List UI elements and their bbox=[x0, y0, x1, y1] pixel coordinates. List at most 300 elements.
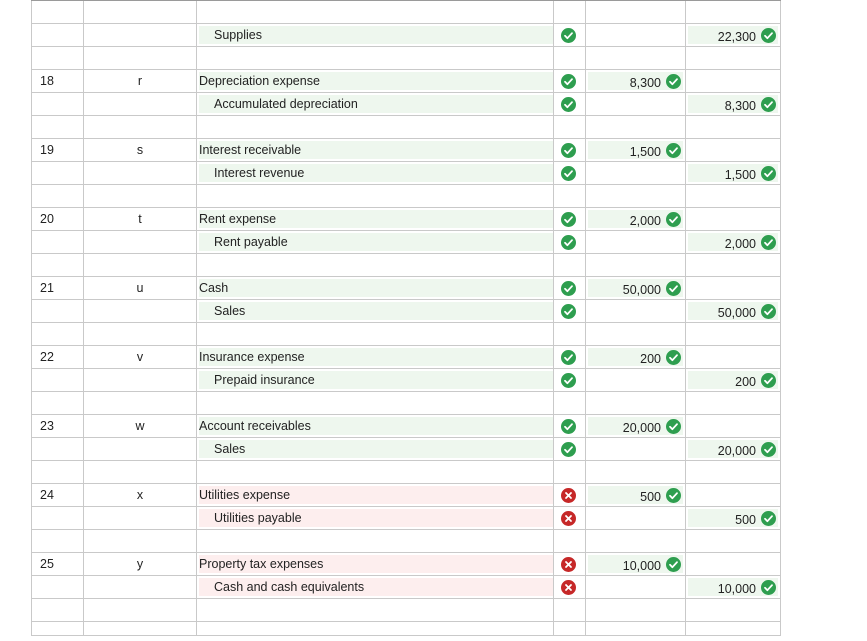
acct-cell bbox=[196, 576, 553, 598]
debit-account-field[interactable] bbox=[199, 210, 553, 228]
num-cell bbox=[31, 369, 83, 391]
entry-number: 23 bbox=[40, 419, 54, 433]
acct-cell bbox=[196, 277, 553, 299]
acct-cell bbox=[196, 208, 553, 230]
check-circle-icon bbox=[761, 28, 776, 43]
debit-account-name: Depreciation expense bbox=[199, 74, 320, 88]
credit-amount: 22,300 bbox=[717, 30, 756, 44]
acct-cell bbox=[196, 622, 553, 635]
blank-row bbox=[31, 116, 781, 139]
acct-cell bbox=[196, 70, 553, 92]
acct-cell bbox=[196, 1, 553, 23]
acct-cell bbox=[196, 47, 553, 69]
debit-amount: 50,000 bbox=[622, 283, 661, 297]
credit-account-name: Utilities payable bbox=[214, 511, 302, 525]
check-circle-icon bbox=[561, 442, 576, 457]
entry-number: 18 bbox=[40, 74, 54, 88]
table-row bbox=[31, 162, 781, 185]
debit-amount-field[interactable] bbox=[588, 279, 683, 297]
credit-cell bbox=[685, 346, 781, 368]
credit-cell bbox=[685, 139, 781, 161]
table-row bbox=[31, 438, 781, 461]
chk-cell bbox=[553, 300, 585, 322]
debit-cell bbox=[585, 277, 685, 299]
debit-amount-field[interactable] bbox=[588, 72, 683, 90]
credit-amount-field[interactable] bbox=[688, 164, 778, 182]
check-circle-icon bbox=[666, 143, 681, 158]
entry-number: 19 bbox=[40, 143, 54, 157]
credit-cell bbox=[685, 599, 781, 621]
debit-cell bbox=[585, 24, 685, 46]
debit-amount: 10,000 bbox=[622, 559, 661, 573]
chk-cell bbox=[553, 254, 585, 276]
credit-account-field[interactable] bbox=[199, 440, 553, 458]
transaction-letter: u bbox=[136, 281, 144, 295]
let-cell bbox=[83, 622, 196, 635]
debit-amount: 500 bbox=[640, 490, 661, 504]
debit-cell bbox=[585, 116, 685, 138]
credit-cell bbox=[685, 323, 781, 345]
credit-cell bbox=[685, 622, 781, 635]
let-cell bbox=[83, 254, 196, 276]
num-cell bbox=[31, 300, 83, 322]
debit-account-field[interactable] bbox=[199, 141, 553, 159]
num-cell bbox=[31, 599, 83, 621]
let-cell bbox=[83, 231, 196, 253]
x-circle-icon bbox=[561, 488, 576, 503]
debit-cell bbox=[585, 185, 685, 207]
acct-cell bbox=[196, 24, 553, 46]
debit-amount-field[interactable] bbox=[588, 210, 683, 228]
journal-entries-table bbox=[31, 0, 781, 636]
let-cell bbox=[83, 47, 196, 69]
check-circle-icon bbox=[761, 511, 776, 526]
check-circle-icon bbox=[666, 557, 681, 572]
credit-account-name: Interest revenue bbox=[214, 166, 305, 180]
let-cell bbox=[83, 507, 196, 529]
entry-number: 25 bbox=[40, 557, 54, 571]
table-row bbox=[31, 369, 781, 392]
debit-amount-field[interactable] bbox=[588, 141, 683, 159]
table-row bbox=[31, 139, 781, 162]
debit-cell bbox=[585, 576, 685, 598]
debit-amount: 1,500 bbox=[629, 145, 661, 159]
chk-cell bbox=[553, 461, 585, 483]
check-circle-icon bbox=[666, 212, 681, 227]
blank-row bbox=[31, 599, 781, 622]
acct-cell bbox=[196, 93, 553, 115]
debit-account-field[interactable] bbox=[199, 486, 553, 504]
table-row bbox=[31, 553, 781, 576]
credit-cell bbox=[685, 369, 781, 391]
credit-account-name: Sales bbox=[214, 304, 246, 318]
check-circle-icon bbox=[561, 350, 576, 365]
debit-cell bbox=[585, 599, 685, 621]
entry-number: 20 bbox=[40, 212, 54, 226]
check-circle-icon bbox=[666, 350, 681, 365]
num-cell bbox=[31, 162, 83, 184]
chk-cell bbox=[553, 346, 585, 368]
let-cell bbox=[83, 1, 196, 23]
credit-cell bbox=[685, 1, 781, 23]
num-cell bbox=[31, 1, 83, 23]
acct-cell bbox=[196, 231, 553, 253]
blank-row bbox=[31, 185, 781, 208]
transaction-letter: s bbox=[136, 143, 144, 157]
num-cell bbox=[31, 254, 83, 276]
credit-amount-field[interactable] bbox=[688, 233, 778, 251]
table-row bbox=[31, 300, 781, 323]
acct-cell bbox=[196, 599, 553, 621]
num-cell bbox=[31, 622, 83, 635]
let-cell bbox=[83, 461, 196, 483]
let-cell bbox=[83, 415, 196, 437]
credit-account-field[interactable] bbox=[199, 302, 553, 320]
check-circle-icon bbox=[561, 143, 576, 158]
credit-account-name: Cash and cash equivalents bbox=[214, 580, 365, 594]
num-cell bbox=[31, 231, 83, 253]
check-circle-icon bbox=[561, 304, 576, 319]
chk-cell bbox=[553, 231, 585, 253]
credit-amount-field[interactable] bbox=[688, 371, 778, 389]
check-circle-icon bbox=[561, 74, 576, 89]
credit-account-field[interactable] bbox=[199, 371, 553, 389]
num-cell bbox=[31, 208, 83, 230]
blank-row bbox=[31, 47, 781, 70]
table-row bbox=[31, 70, 781, 93]
table-row bbox=[31, 622, 781, 636]
credit-amount: 1,500 bbox=[724, 168, 756, 182]
transaction-letter: v bbox=[136, 350, 144, 364]
debit-cell bbox=[585, 392, 685, 414]
table-row bbox=[31, 484, 781, 507]
chk-cell bbox=[553, 185, 585, 207]
blank-row bbox=[31, 254, 781, 277]
chk-cell bbox=[553, 139, 585, 161]
chk-cell bbox=[553, 622, 585, 635]
check-circle-icon bbox=[561, 212, 576, 227]
chk-cell bbox=[553, 208, 585, 230]
debit-amount-field[interactable] bbox=[588, 555, 683, 573]
debit-account-name: Account receivables bbox=[199, 419, 311, 433]
debit-amount-field[interactable] bbox=[588, 486, 683, 504]
credit-cell bbox=[685, 231, 781, 253]
blank-row bbox=[31, 461, 781, 484]
credit-account-field[interactable] bbox=[199, 509, 553, 527]
let-cell bbox=[83, 185, 196, 207]
credit-cell bbox=[685, 185, 781, 207]
credit-cell bbox=[685, 553, 781, 575]
num-cell bbox=[31, 507, 83, 529]
acct-cell bbox=[196, 553, 553, 575]
credit-account-field[interactable] bbox=[199, 95, 553, 113]
let-cell bbox=[83, 484, 196, 506]
chk-cell bbox=[553, 70, 585, 92]
credit-cell bbox=[685, 438, 781, 460]
check-circle-icon bbox=[761, 442, 776, 457]
check-circle-icon bbox=[666, 419, 681, 434]
acct-cell bbox=[196, 116, 553, 138]
chk-cell bbox=[553, 323, 585, 345]
let-cell bbox=[83, 392, 196, 414]
acct-cell bbox=[196, 438, 553, 460]
check-circle-icon bbox=[666, 74, 681, 89]
debit-cell bbox=[585, 231, 685, 253]
let-cell bbox=[83, 576, 196, 598]
credit-cell bbox=[685, 254, 781, 276]
debit-cell bbox=[585, 530, 685, 552]
credit-cell bbox=[685, 576, 781, 598]
debit-cell bbox=[585, 47, 685, 69]
debit-cell bbox=[585, 553, 685, 575]
num-cell bbox=[31, 392, 83, 414]
num-cell bbox=[31, 93, 83, 115]
debit-cell bbox=[585, 300, 685, 322]
chk-cell bbox=[553, 116, 585, 138]
chk-cell bbox=[553, 530, 585, 552]
num-cell bbox=[31, 415, 83, 437]
let-cell bbox=[83, 323, 196, 345]
debit-amount: 20,000 bbox=[622, 421, 661, 435]
check-circle-icon bbox=[761, 97, 776, 112]
table-row bbox=[31, 208, 781, 231]
debit-cell bbox=[585, 139, 685, 161]
table-row bbox=[31, 93, 781, 116]
debit-cell bbox=[585, 323, 685, 345]
check-circle-icon bbox=[561, 373, 576, 388]
transaction-letter: t bbox=[138, 212, 142, 226]
acct-cell bbox=[196, 162, 553, 184]
chk-cell bbox=[553, 415, 585, 437]
chk-cell bbox=[553, 93, 585, 115]
table-row bbox=[31, 576, 781, 599]
acct-cell bbox=[196, 461, 553, 483]
debit-cell bbox=[585, 415, 685, 437]
credit-cell bbox=[685, 116, 781, 138]
credit-account-name: Accumulated depreciation bbox=[214, 97, 358, 111]
acct-cell bbox=[196, 300, 553, 322]
chk-cell bbox=[553, 277, 585, 299]
num-cell bbox=[31, 116, 83, 138]
acct-cell bbox=[196, 530, 553, 552]
acct-cell bbox=[196, 323, 553, 345]
acct-cell bbox=[196, 185, 553, 207]
debit-cell bbox=[585, 622, 685, 635]
credit-amount-field[interactable] bbox=[688, 509, 778, 527]
let-cell bbox=[83, 346, 196, 368]
credit-account-field[interactable] bbox=[199, 164, 553, 182]
credit-amount: 200 bbox=[735, 375, 756, 389]
debit-amount: 2,000 bbox=[629, 214, 661, 228]
credit-cell bbox=[685, 93, 781, 115]
debit-account-field[interactable] bbox=[199, 72, 553, 90]
debit-cell bbox=[585, 346, 685, 368]
debit-account-name: Property tax expenses bbox=[199, 557, 324, 571]
debit-account-field[interactable] bbox=[199, 555, 553, 573]
check-circle-icon bbox=[561, 28, 576, 43]
check-circle-icon bbox=[561, 419, 576, 434]
credit-cell bbox=[685, 461, 781, 483]
table-row bbox=[31, 0, 781, 24]
chk-cell bbox=[553, 24, 585, 46]
credit-cell bbox=[685, 208, 781, 230]
credit-cell bbox=[685, 392, 781, 414]
debit-cell bbox=[585, 507, 685, 529]
debit-cell bbox=[585, 254, 685, 276]
credit-cell bbox=[685, 277, 781, 299]
table-row bbox=[31, 507, 781, 530]
acct-cell bbox=[196, 484, 553, 506]
credit-amount-field[interactable] bbox=[688, 95, 778, 113]
table-row bbox=[31, 415, 781, 438]
credit-account-name: Sales bbox=[214, 442, 246, 456]
transaction-letter: w bbox=[135, 419, 145, 433]
check-circle-icon bbox=[666, 281, 681, 296]
table-row bbox=[31, 346, 781, 369]
debit-account-field[interactable] bbox=[199, 279, 553, 297]
debit-account-name: Cash bbox=[199, 281, 229, 295]
x-circle-icon bbox=[561, 557, 576, 572]
check-circle-icon bbox=[761, 373, 776, 388]
let-cell bbox=[83, 277, 196, 299]
credit-amount-field[interactable] bbox=[688, 302, 778, 320]
transaction-letter: r bbox=[137, 74, 143, 88]
debit-account-name: Interest receivable bbox=[199, 143, 302, 157]
chk-cell bbox=[553, 162, 585, 184]
debit-account-field[interactable] bbox=[199, 417, 553, 435]
chk-cell bbox=[553, 392, 585, 414]
credit-amount-field[interactable] bbox=[688, 440, 778, 458]
num-cell bbox=[31, 139, 83, 161]
num-cell bbox=[31, 576, 83, 598]
credit-account-field[interactable] bbox=[199, 578, 553, 596]
debit-cell bbox=[585, 70, 685, 92]
let-cell bbox=[83, 438, 196, 460]
debit-account-field[interactable] bbox=[199, 348, 553, 366]
let-cell bbox=[83, 162, 196, 184]
table-row bbox=[31, 277, 781, 300]
check-circle-icon bbox=[561, 166, 576, 181]
chk-cell bbox=[553, 599, 585, 621]
transaction-letter: y bbox=[136, 557, 144, 571]
num-cell bbox=[31, 277, 83, 299]
num-cell bbox=[31, 438, 83, 460]
chk-cell bbox=[553, 1, 585, 23]
num-cell bbox=[31, 530, 83, 552]
credit-cell bbox=[685, 415, 781, 437]
debit-cell bbox=[585, 162, 685, 184]
num-cell bbox=[31, 553, 83, 575]
entry-number: 24 bbox=[40, 488, 54, 502]
debit-amount: 8,300 bbox=[629, 76, 661, 90]
check-circle-icon bbox=[561, 97, 576, 112]
let-cell bbox=[83, 369, 196, 391]
credit-amount: 2,000 bbox=[724, 237, 756, 251]
credit-account-name: Prepaid insurance bbox=[214, 373, 315, 387]
table-row bbox=[31, 24, 781, 47]
credit-amount-field[interactable] bbox=[688, 578, 778, 596]
acct-cell bbox=[196, 139, 553, 161]
debit-account-name: Insurance expense bbox=[199, 350, 305, 364]
credit-cell bbox=[685, 300, 781, 322]
chk-cell bbox=[553, 47, 585, 69]
credit-amount: 8,300 bbox=[724, 99, 756, 113]
check-circle-icon bbox=[561, 235, 576, 250]
num-cell bbox=[31, 323, 83, 345]
credit-amount-field[interactable] bbox=[688, 26, 778, 44]
check-circle-icon bbox=[761, 235, 776, 250]
entry-number: 22 bbox=[40, 350, 54, 364]
account-name: Supplies bbox=[214, 28, 262, 42]
let-cell bbox=[83, 530, 196, 552]
credit-account-field[interactable] bbox=[199, 233, 553, 251]
num-cell bbox=[31, 70, 83, 92]
check-circle-icon bbox=[761, 580, 776, 595]
chk-cell bbox=[553, 507, 585, 529]
debit-cell bbox=[585, 484, 685, 506]
let-cell bbox=[83, 116, 196, 138]
chk-cell bbox=[553, 553, 585, 575]
check-circle-icon bbox=[761, 166, 776, 181]
num-cell bbox=[31, 461, 83, 483]
entry-number: 21 bbox=[40, 281, 54, 295]
acct-cell bbox=[196, 415, 553, 437]
acct-cell bbox=[196, 254, 553, 276]
x-circle-icon bbox=[561, 511, 576, 526]
acct-cell bbox=[196, 507, 553, 529]
let-cell bbox=[83, 208, 196, 230]
let-cell bbox=[83, 93, 196, 115]
x-circle-icon bbox=[561, 580, 576, 595]
credit-amount: 10,000 bbox=[717, 582, 756, 596]
debit-cell bbox=[585, 93, 685, 115]
acct-cell bbox=[196, 392, 553, 414]
debit-cell bbox=[585, 461, 685, 483]
check-circle-icon bbox=[761, 304, 776, 319]
let-cell bbox=[83, 139, 196, 161]
num-cell bbox=[31, 185, 83, 207]
num-cell bbox=[31, 346, 83, 368]
chk-cell bbox=[553, 438, 585, 460]
credit-amount: 50,000 bbox=[717, 306, 756, 320]
credit-cell bbox=[685, 24, 781, 46]
let-cell bbox=[83, 553, 196, 575]
debit-cell bbox=[585, 438, 685, 460]
credit-cell bbox=[685, 70, 781, 92]
credit-cell bbox=[685, 507, 781, 529]
debit-cell bbox=[585, 1, 685, 23]
check-circle-icon bbox=[666, 488, 681, 503]
check-circle-icon bbox=[561, 281, 576, 296]
table-row bbox=[31, 231, 781, 254]
let-cell bbox=[83, 70, 196, 92]
debit-account-name: Utilities expense bbox=[199, 488, 291, 502]
blank-row bbox=[31, 530, 781, 553]
credit-account-name: Rent payable bbox=[214, 235, 288, 249]
let-cell bbox=[83, 24, 196, 46]
credit-amount: 500 bbox=[735, 513, 756, 527]
credit-cell bbox=[685, 162, 781, 184]
debit-amount-field[interactable] bbox=[588, 348, 683, 366]
num-cell bbox=[31, 484, 83, 506]
debit-cell bbox=[585, 208, 685, 230]
chk-cell bbox=[553, 369, 585, 391]
let-cell bbox=[83, 599, 196, 621]
account-field[interactable] bbox=[199, 26, 553, 44]
acct-cell bbox=[196, 346, 553, 368]
debit-amount-field[interactable] bbox=[588, 417, 683, 435]
debit-cell bbox=[585, 369, 685, 391]
